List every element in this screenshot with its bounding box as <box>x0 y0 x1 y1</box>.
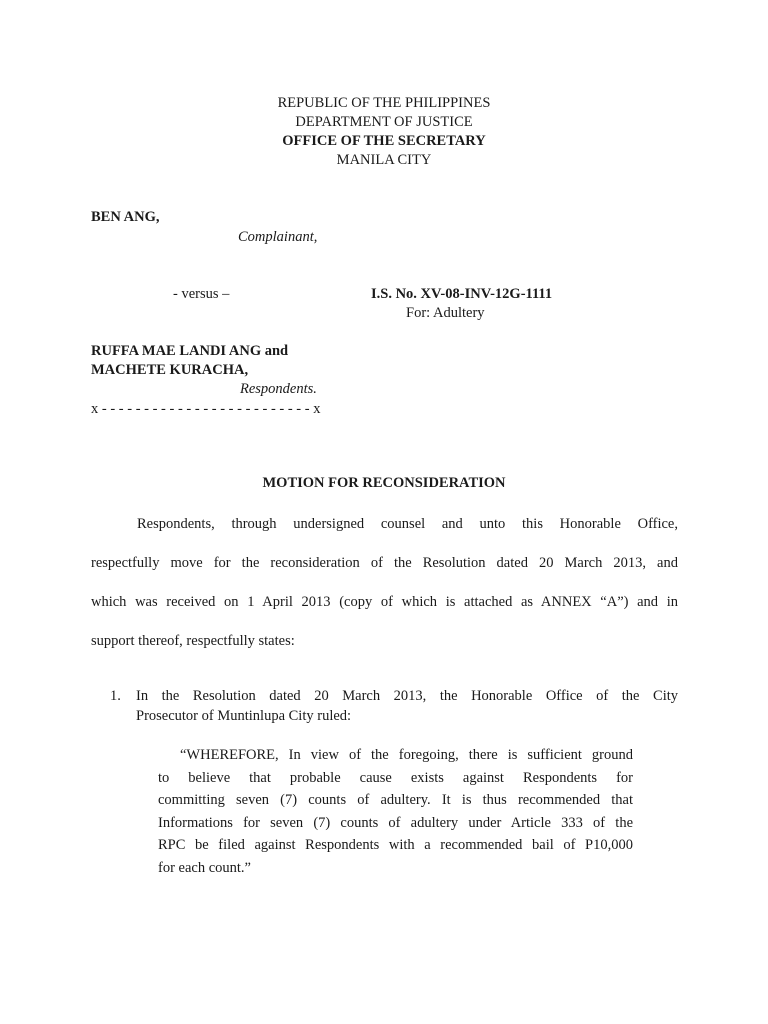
versus-label: - versus – <box>173 286 230 302</box>
header-office: OFFICE OF THE SECRETARY <box>282 133 486 149</box>
intro-line: support thereof, respectfully states: <box>91 633 295 649</box>
intro-line: which was received on 1 April 2013 (copy of which is attached as ANNEX “A”) and in <box>91 594 678 610</box>
quote-line: for each count.” <box>158 859 251 876</box>
quote-line: to believe that probable cause exists against Respondents for <box>158 769 633 786</box>
list-item-text <box>136 686 678 726</box>
block-quote <box>158 744 633 879</box>
header-republic: REPUBLIC OF THE PHILIPPINES <box>277 95 491 111</box>
quote-line: Informations for seven (7) counts of adultery under Article 333 of the <box>158 814 633 831</box>
document-header <box>0 94 768 170</box>
case-number: I.S. No. XV-08-INV-12G-1111 <box>371 286 553 302</box>
quote-line: committing seven (7) counts of adultery. It is thus recommended that <box>158 792 633 808</box>
complainant-role: Complainant, <box>238 229 318 245</box>
header-department: DEPARTMENT OF JUSTICE <box>295 114 473 130</box>
case-offense: For: Adultery <box>406 305 485 321</box>
respondent-name-line2: MACHETE KURACHA, <box>91 362 249 378</box>
list-item-line: In the Resolution dated 20 March 2013, the Honorable Office of the City <box>136 688 678 704</box>
intro-paragraph <box>91 505 678 661</box>
caption-divider: x - - - - - - - - - - - - - - - - - - - - - - - - - x <box>91 401 321 417</box>
list-item-line: Prosecutor of Muntinlupa City ruled: <box>136 708 352 724</box>
quote-line: “WHEREFORE, In view of the foregoing, there is sufficient ground <box>180 747 633 763</box>
complainant-name: BEN ANG, <box>91 209 160 225</box>
header-city: MANILA CITY <box>336 152 432 168</box>
quote-line: RPC be filed against Respondents with a recommended bail of P10,000 <box>158 837 633 853</box>
respondent-role: Respondents. <box>240 381 317 397</box>
respondent-name-line1: RUFFA MAE LANDI ANG and <box>91 343 289 359</box>
intro-line: respectfully move for the reconsideration of the Resolution dated 20 March 2013, and <box>91 555 678 571</box>
list-item-number: 1. <box>110 688 121 704</box>
intro-line: Respondents, through undersigned counsel and unto this Honorable Office, <box>137 516 678 532</box>
document-title: MOTION FOR RECONSIDERATION <box>262 475 506 491</box>
